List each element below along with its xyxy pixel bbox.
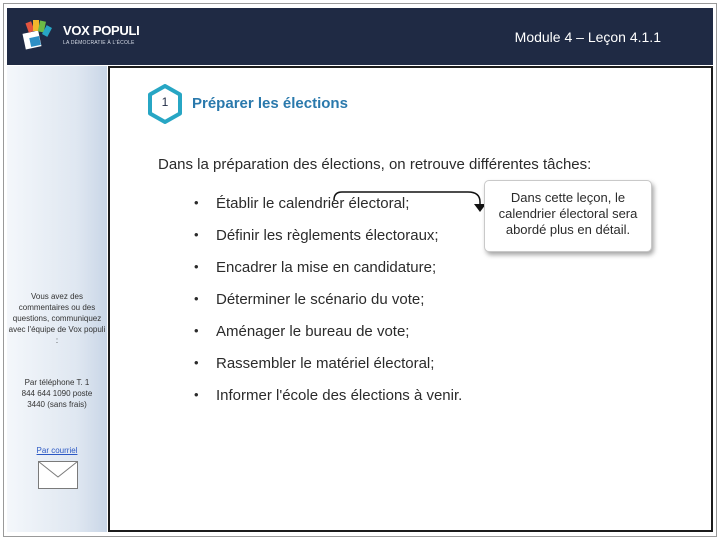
bullet: • (194, 227, 199, 242)
task-label: Rassembler le matériel électoral; (216, 355, 435, 372)
task-list (194, 195, 462, 419)
contact-sidebar (7, 66, 107, 532)
step-title: Préparer les élections (192, 95, 348, 112)
bullet: • (194, 259, 199, 274)
header-banner (7, 8, 713, 65)
envelope-icon[interactable] (38, 461, 78, 489)
hand-logo-icon (21, 18, 61, 54)
vox-populi-logo (21, 18, 141, 54)
task-label: Encadrer la mise en candidature; (216, 259, 437, 276)
list-item (194, 387, 462, 419)
bullet: • (194, 291, 199, 306)
module-title: Module 4 – Leçon 4.1.1 (514, 29, 661, 45)
bullet: • (194, 355, 199, 370)
task-label: Définir les règlements électoraux; (216, 227, 439, 244)
contact-intro-text: Vous avez des commentaires ou des questions, communiquez avec l'équipe de Vox populi : (8, 292, 106, 345)
list-item (194, 227, 462, 259)
task-label: Informer l'école des élections à venir. (216, 387, 463, 404)
task-label: Déterminer le scénario du vote; (216, 291, 425, 308)
task-label: Établir le calendrier électoral; (216, 195, 410, 212)
logo-subtitle: LA DÉMOCRATIE À L'ÉCOLE (63, 40, 135, 46)
callout-bracket-arrow (330, 188, 490, 218)
step-number: 1 (161, 95, 169, 109)
list-item (194, 355, 462, 387)
task-label: Aménager le bureau de vote; (216, 323, 410, 340)
lesson-content-panel (108, 66, 713, 532)
intro-text: Dans la préparation des élections, on retrouve différentes tâches: (158, 156, 592, 173)
list-item (194, 323, 462, 355)
callout-note: Dans cette leçon, le calendrier électoral sera abordé plus en détail. (484, 180, 652, 252)
email-link[interactable]: Par courriel (36, 446, 78, 455)
phone-contact-text: Par téléphone T. 1 844 644 1090 poste 3440 (sans frais) (21, 378, 93, 409)
list-item (194, 291, 462, 323)
bullet: • (194, 195, 199, 210)
logo-wordmark: VOX POPULI (63, 23, 140, 38)
list-item (194, 259, 462, 291)
bullet: • (194, 387, 199, 402)
bullet: • (194, 323, 199, 338)
